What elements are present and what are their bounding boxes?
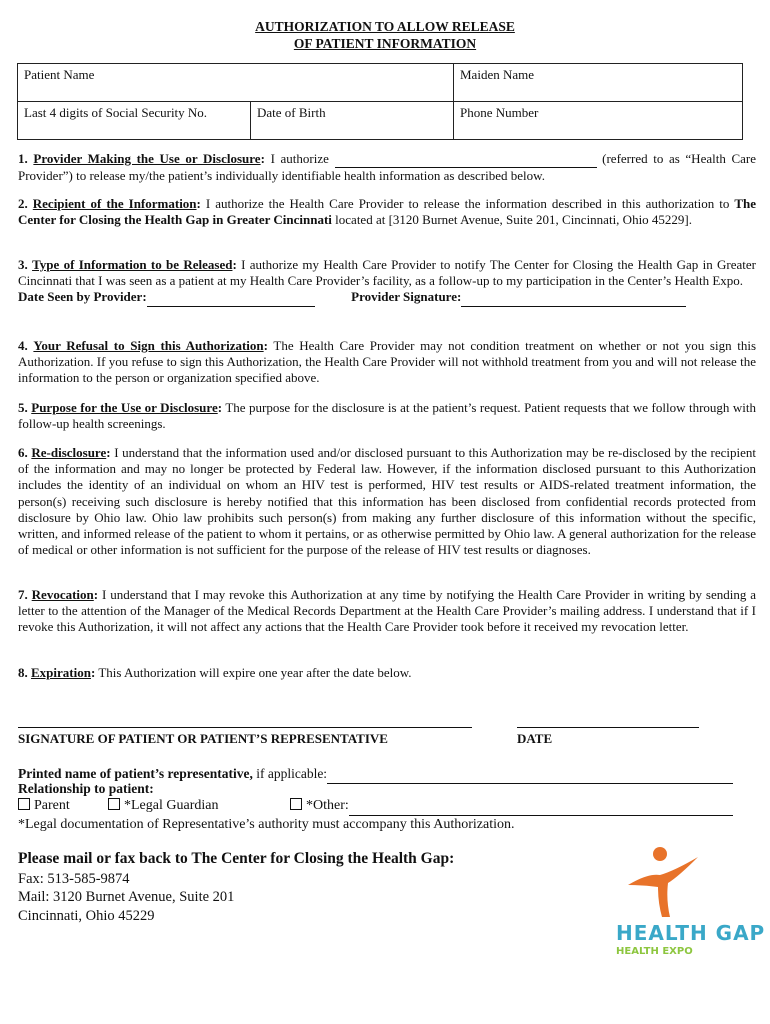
maiden-name-field[interactable]: Maiden Name bbox=[454, 64, 743, 102]
section-2-heading: Recipient of the Information bbox=[32, 196, 197, 211]
ssn-field[interactable]: Last 4 digits of Social Security No. bbox=[18, 102, 251, 140]
section-4-heading: Your Refusal to Sign this Authorization bbox=[33, 338, 264, 353]
section-4: 4. Your Refusal to Sign this Authorization: The Health Care Provider may not condition treatment on whether or not you sign this Authorization. If you refuse to sign this Authorization, the Health Care Provider will not withhold treatment from you and will not release the information to the person or organization specified above. bbox=[18, 338, 757, 386]
representative-name-row: Printed name of patient’s representative, if applicable: bbox=[18, 765, 733, 784]
section-8-heading: Expiration bbox=[31, 665, 91, 680]
mail-city: Cincinnati, Ohio 45229 bbox=[18, 907, 155, 924]
section-7: 7. Revocation: I understand that I may revoke this Authorization at any time by notifying the Health Care Provider in writing by sending a letter to the attention of the Manager of the Medical Records Department at the Health Care Provider’s mailing address. I understand that if I revoke this Authorization, it will not affect any actions that the Health Care Provider took before it received my revocation letter. bbox=[18, 587, 757, 635]
patient-info-table bbox=[17, 63, 743, 140]
provider-signature-label: Provider Signature bbox=[351, 289, 457, 305]
date-seen-input[interactable] bbox=[147, 289, 315, 306]
logo-subtext: HEALTH EXPO bbox=[616, 946, 693, 957]
date-line[interactable] bbox=[517, 727, 699, 728]
title-line-2: OF PATIENT INFORMATION bbox=[293, 36, 477, 51]
form-title bbox=[0, 18, 770, 52]
other-relationship-input[interactable] bbox=[349, 797, 733, 816]
parent-option[interactable]: Parent bbox=[18, 798, 70, 813]
provider-name-input[interactable] bbox=[335, 151, 597, 168]
other-option[interactable]: *Other: bbox=[290, 797, 733, 816]
date-label: DATE bbox=[517, 731, 553, 746]
guardian-option[interactable]: *Legal Guardian bbox=[108, 797, 218, 815]
mail-heading: Please mail or fax back to The Center for Closing the Health Gap: bbox=[18, 850, 455, 867]
representative-note: *Legal documentation of Representative’s authority must accompany this Authorization. bbox=[18, 817, 515, 832]
patient-name-field[interactable]: Patient Name bbox=[18, 64, 454, 102]
guardian-checkbox[interactable] bbox=[108, 798, 120, 810]
relationship-options bbox=[18, 797, 748, 815]
section-3-heading: Type of Information to be Released bbox=[32, 257, 233, 272]
mail-block bbox=[18, 850, 454, 925]
phone-field[interactable]: Phone Number bbox=[454, 102, 743, 140]
section-7-heading: Revocation bbox=[31, 587, 94, 602]
section-5: 5. Purpose for the Use or Disclosure: The purpose for the disclosure is at the patient’s request. Patient requests that we follow through with follow-up health screenings. bbox=[18, 400, 757, 432]
fax-number: Fax: 513-585-9874 bbox=[18, 870, 130, 887]
dob-field[interactable]: Date of Birth bbox=[251, 102, 454, 140]
section-6-heading: Re-disclosure bbox=[31, 445, 107, 460]
relationship-label: Relationship to patient: bbox=[18, 781, 154, 796]
other-checkbox[interactable] bbox=[290, 798, 302, 810]
parent-checkbox[interactable] bbox=[18, 798, 30, 810]
section-1-heading: Provider Making the Use or Disclosure bbox=[33, 151, 261, 166]
section-6: 6. Re-disclosure: I understand that the information used and/or disclosed pursuant to this Authorization may be re-disclosed by the recipient of the information and may no longer be protected by Federal law. However, if the information disclosed pursuant to this Authorization includes the identity of an individual on whom an HIV test is performed, HIV test results or AIDS-related treatment information, the person(s) receiving such disclosure is hereby notified that this information has been disclosed from confidential records protected from disclosure by Ohio law. Ohio law prohibits such person(s) from making any further disclosure of this information without the specific, written, and informed release of the patient to whom it pertains, or as otherwise permitted by Ohio law. A general authorization for the release of medical or other information is not sufficient for the purpose of the release of HIV test results or diagnoses. bbox=[18, 445, 757, 558]
patient-signature-label: SIGNATURE OF PATIENT OR PATIENT’S REPRESENTATIVE bbox=[18, 731, 388, 746]
section-5-heading: Purpose for the Use or Disclosure bbox=[31, 400, 218, 415]
title-line-1: AUTHORIZATION TO ALLOW RELEASE bbox=[255, 19, 515, 34]
representative-name-input[interactable] bbox=[327, 765, 733, 784]
section-1: 1. Provider Making the Use or Disclosure: I authorize (referred to as “Health Care Provider”) to release my/the patient’s individually identifiable health information as described below. bbox=[18, 151, 756, 184]
mail-address: Mail: 3120 Burnet Avenue, Suite 201 bbox=[18, 889, 235, 905]
logo-text: HEALTH GAP bbox=[616, 921, 766, 945]
provider-signature-input[interactable] bbox=[461, 289, 686, 306]
patient-signature-line[interactable] bbox=[18, 727, 472, 728]
section-2: 2. Recipient of the Information: I authorize the Health Care Provider to release the information described in this authorization to The Center for Closing the Health Gap in Greater Cincinnati located at [3120 Burnet Avenue, Suite 201, Cincinnati, Ohio 45229]. bbox=[18, 196, 757, 228]
section-3: 3. Type of Information to be Released: I authorize my Health Care Provider to notify The Center for Closing the Health Gap in Greater Cincinnati that I was seen as a patient at my Health Care Provider’s facility, as a follow-up to my participation in the Center’s Health Expo. Date Seen by Provider: Provider Signature: bbox=[18, 257, 756, 307]
section-8: 8. Expiration: This Authorization will expire one year after the date below. bbox=[18, 665, 412, 680]
date-seen-label: Date Seen by Provider bbox=[18, 289, 143, 305]
